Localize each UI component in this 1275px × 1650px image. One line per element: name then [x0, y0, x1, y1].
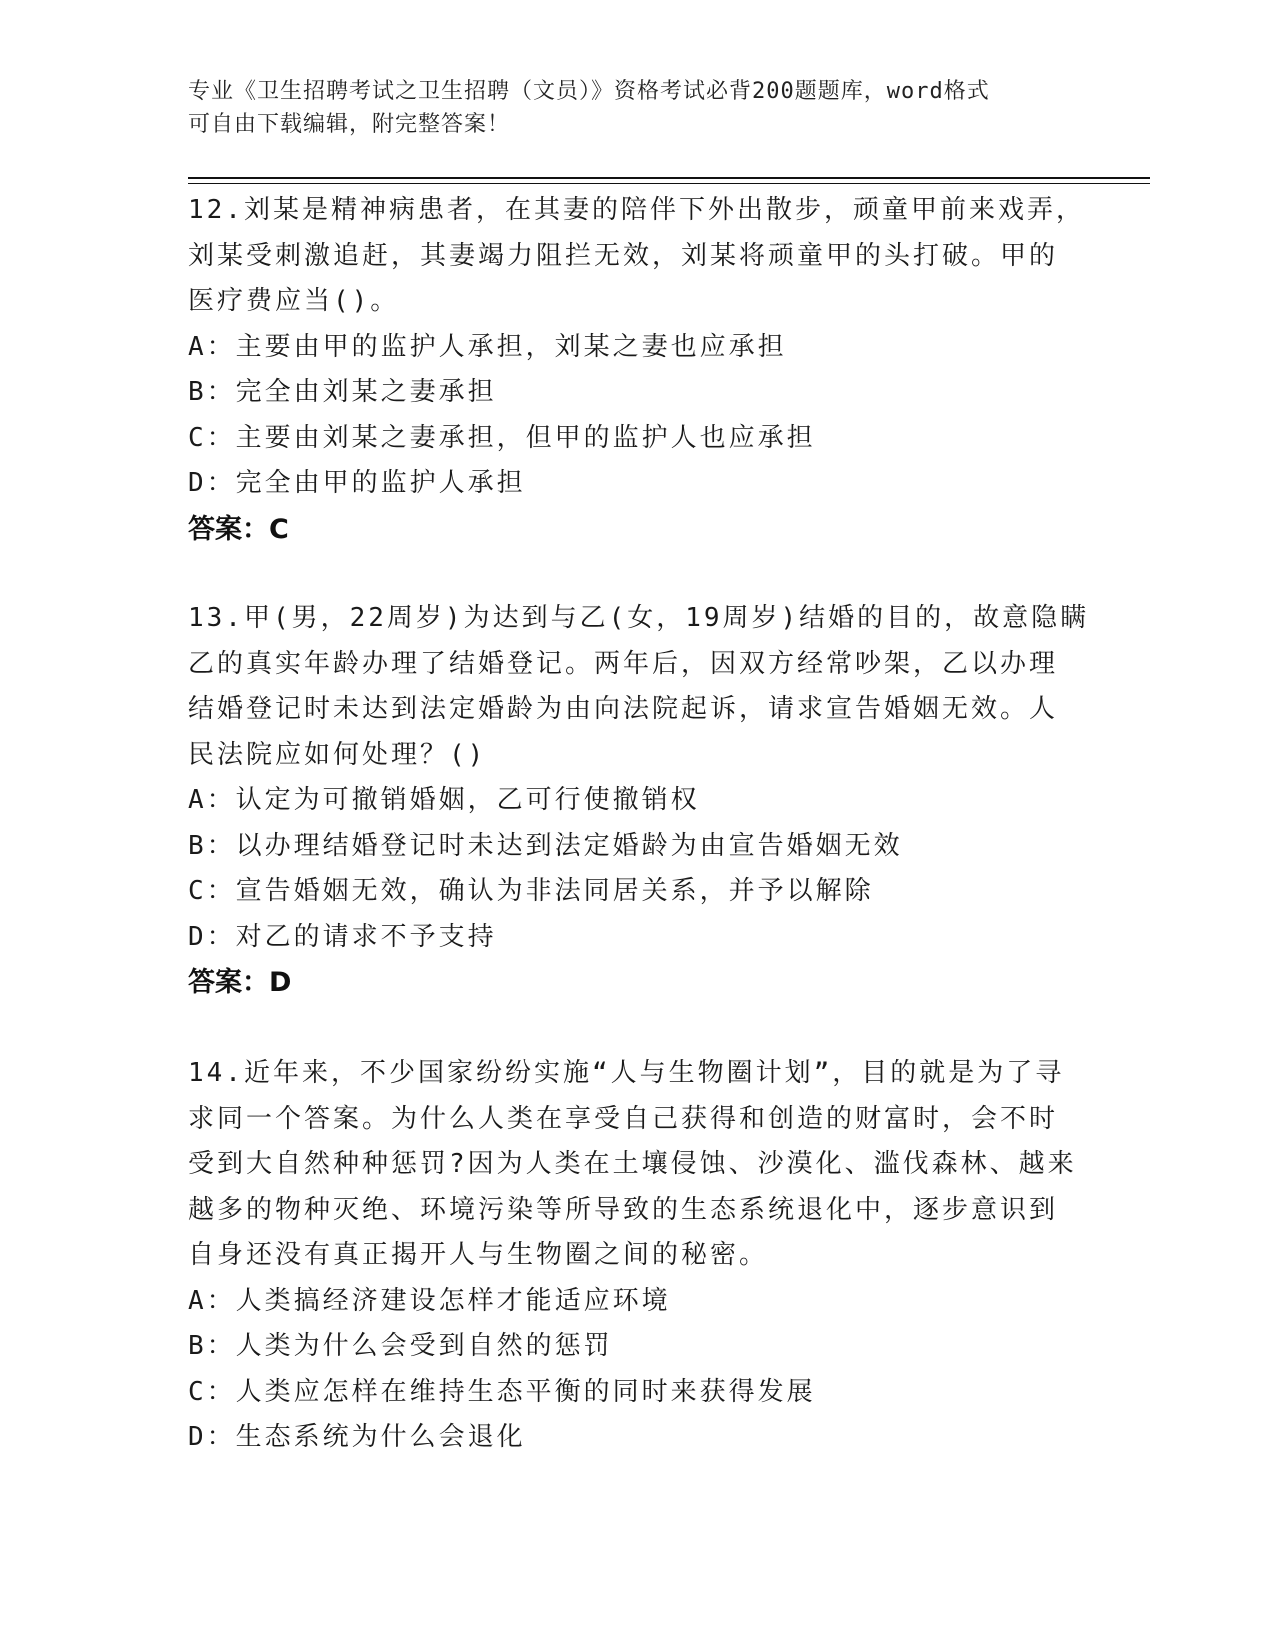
answer-label: 答案：D	[188, 967, 292, 998]
question-stem-line: 12.刘某是精神病患者，在其妻的陪伴下外出散步，顽童甲前来戏弄，	[188, 195, 1085, 225]
header-divider-thick	[188, 177, 1150, 179]
option-c: C：人类应怎样在维持生态平衡的同时来获得发展	[188, 1376, 816, 1407]
page-header	[188, 75, 1068, 141]
option-d: D：对乙的请求不予支持	[188, 921, 497, 952]
question-stem-line: 求同一个答案。为什么人类在享受自己获得和创造的财富时，会不时	[188, 1103, 1059, 1134]
question-stem-line: 13.甲(男，22周岁)为达到与乙(女，19周岁)结婚的目的，故意隐瞒	[188, 603, 1090, 633]
question-12	[188, 188, 1088, 552]
option-b: B：人类为什么会受到自然的惩罚	[188, 1331, 613, 1361]
header-title-line-1: 专业《卫生招聘考试之卫生招聘（文员）》资格考试必背200题题库，word格式	[188, 79, 990, 104]
question-stem-line: 14.近年来，不少国家纷纷实施“人与生物圈计划”，目的就是为了寻	[188, 1058, 1065, 1088]
option-a: A：人类搞经济建设怎样才能适应环境	[188, 1285, 671, 1316]
option-b: B：完全由刘某之妻承担	[188, 377, 497, 407]
header-divider-thin	[188, 183, 1150, 184]
option-c: C：主要由刘某之妻承担，但甲的监护人也应承担	[188, 422, 816, 453]
question-stem-line: 民法院应如何处理？()	[188, 739, 487, 770]
question-14	[188, 1051, 1088, 1461]
question-stem-line: 刘某受刺激追赶，其妻竭力阻拦无效，刘某将顽童甲的头打破。甲的	[188, 240, 1059, 271]
header-title-line-2: 可自由下载编辑，附完整答案！	[188, 112, 511, 137]
question-stem-line: 自身还没有真正揭开人与生物圈之间的秘密。	[188, 1240, 769, 1270]
question-stem-line: 受到大自然种种惩罚?因为人类在土壤侵蚀、沙漠化、滥伐森林、越来	[188, 1149, 1077, 1179]
question-13	[188, 596, 1088, 1005]
question-stem-line: 结婚登记时未达到法定婚龄为由向法院起诉，请求宣告婚姻无效。人	[188, 694, 1059, 724]
option-a: A：认定为可撤销婚姻，乙可行使撤销权	[188, 785, 700, 815]
option-c: C：宣告婚姻无效，确认为非法同居关系，并予以解除	[188, 876, 874, 906]
option-d: D：生态系统为什么会退化	[188, 1422, 526, 1452]
option-a: A：主要由甲的监护人承担，刘某之妻也应承担	[188, 331, 787, 362]
option-d: D：完全由甲的监护人承担	[188, 468, 526, 498]
option-b: B：以办理结婚登记时未达到法定婚龄为由宣告婚姻无效	[188, 830, 903, 861]
question-stem-line: 乙的真实年龄办理了结婚登记。两年后，因双方经常吵架，乙以办理	[188, 648, 1059, 679]
question-stem-line: 越多的物种灭绝、环境污染等所导致的生态系统退化中，逐步意识到	[188, 1194, 1059, 1225]
answer-label: 答案：C	[188, 513, 289, 545]
question-stem-line: 医疗费应当()。	[188, 286, 400, 316]
